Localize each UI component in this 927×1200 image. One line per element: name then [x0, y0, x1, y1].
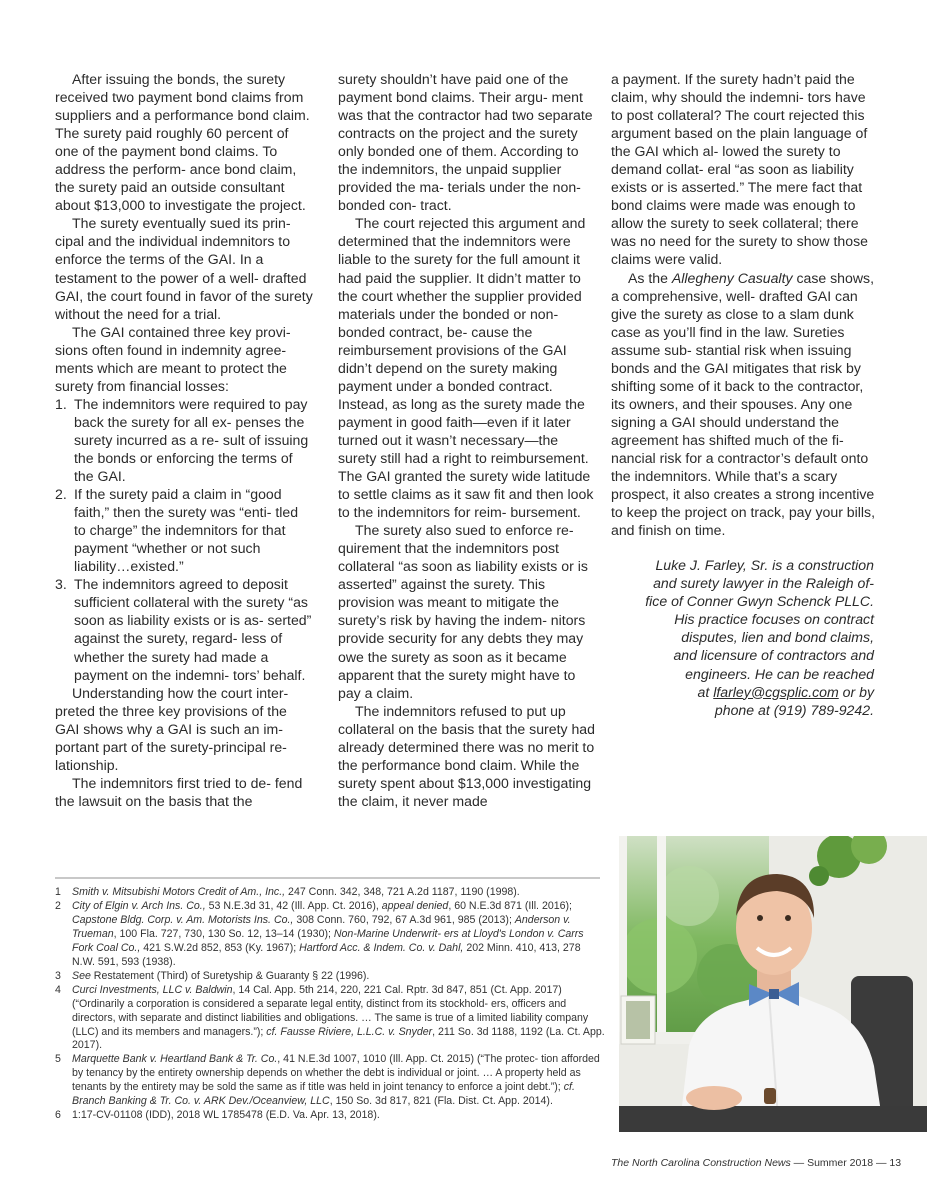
list-number: 1.: [55, 395, 67, 412]
citation-italic: City of Elgin v. Arch Ins. Co.,: [72, 899, 206, 912]
text-run: or by: [838, 683, 874, 700]
footnote: [55, 900, 605, 970]
footnote-number: 5: [55, 1053, 61, 1066]
footnote-text: [72, 900, 584, 968]
list-number: 3.: [55, 576, 67, 593]
paragraph: The GAI contained three key provi- sions often found in indemnity agree- ments which are meant to protect the surety from financial losses:: [55, 323, 291, 394]
portrait-illustration: [619, 836, 927, 1132]
list-text: The indemnitors were required to pay back the surety for all ex- penses the surety incurred as a re- sult of issuing the bonds or enforcing the terms of the GAI.: [74, 395, 309, 485]
citation-italic: See: [72, 969, 91, 982]
paragraph: a payment. If the surety hadn’t paid the claim, why should the indemni- tors have to post collateral? The court rejected this argument based on the plain language of the GAI which al- lowed the surety to demand collat- eral “as soon as liability exists or is asserted.” The mere fact that bond claims were made was enough to allow the surety to seek collateral; there was no need for the surety to show those claims were valid.: [611, 71, 868, 268]
citation-italic: Curci Investments, LLC v. Baldwin: [72, 983, 233, 996]
citation-text: 53 N.E.3d 31, 42 (Ill. App. Ct. 2016),: [205, 899, 382, 912]
citation-text: , 60 N.E.3d 871 (Ill. 2016);: [448, 899, 572, 912]
footnote-text: [72, 886, 520, 898]
footnote: [55, 886, 605, 900]
list-item: [55, 575, 313, 683]
publication-name: The North Carolina Construction News: [611, 1157, 791, 1169]
text-run: case shows, a comprehensive, well- drafted GAI can give the surety as close to a slam dunk case as you’ll find in the law. Sureties assume sub- stantial risk when issuing bonds and the GAI mitigates that risk by shifting some of it back to the contractor, its owners, and their spouses. Any one signing a GAI should understand the agreement has shifted much of the fi- nancial risk for a contractor’s default onto the indemnitors. While that’s a scary prospect, it also creates a strong incentive to keep the project on track, pay your bills, and finish on time.: [611, 269, 876, 539]
citation-text: , 41 N.E.3d 1007, 1010 (Ill. App. Ct. 2015) (“The protec- tion afforded by tenancy by the entirety ownership depends on whether the debt is individual or joint. … A property held as tenants by the entirety may be sold the same as if title was held in joint tenancy to enforce a joint debt.”);: [72, 1053, 600, 1094]
citation-italic: cf. Fausse Riviere, L.L.C. v. Snyder: [266, 1025, 433, 1038]
footnote-number: 6: [55, 1109, 61, 1122]
citation-italic: Non-Marine Underwrit- ers at Lloyd's London v. Carrs Fork Coal Co.,: [72, 927, 584, 954]
paragraph: The surety also sued to enforce re- quirement that the indemnitors post collateral “as soon as liability exists or is asserted” against the surety. This provision was meant to mitigate the surety’s risk by having the indem- nitors provide security for any debts they may owe the surety as soon as it became apparent that the surety might have to pay a claim.: [338, 522, 588, 701]
paragraph: The indemnitors refused to put up collateral on the basis that the surety had already determined there was no merit to the performance bond claim. While the surety spent about $13,000 investigating the claim, it never made: [338, 702, 595, 809]
footnote: [55, 1053, 605, 1109]
citation-italic: cf. Branch Banking & Tr. Co. v. ARK Dev./Oceanview, LLC: [72, 1081, 575, 1108]
citation-text: 308 Conn. 760, 792, 67 A.3d 961, 985 (2013);: [293, 913, 515, 926]
page-number: 13: [889, 1157, 902, 1169]
list-number: 2.: [55, 486, 67, 503]
footnotes: [55, 886, 605, 1123]
citation-italic: Smith v. Mitsubishi Motors Credit of Am., Inc.,: [72, 886, 286, 898]
paragraph: [611, 269, 876, 540]
footnote-divider: [55, 877, 600, 879]
bio-line: His practice focuses on contract: [674, 611, 874, 628]
footnote-number: 1: [55, 886, 61, 898]
case-name: Allegheny Casualty: [671, 269, 793, 286]
citation-text: 247 Conn. 342, 348, 721 A.2d 1187, 1190 (1998).: [285, 886, 520, 898]
footnote-text: [72, 970, 369, 982]
citation-italic: Capstone Bldg. Corp. v. Am. Motorists Ins. Co.,: [72, 913, 294, 926]
citation-text: 202 Minn. 410, 413, 278 N.W. 591, 593 (1938).: [72, 941, 581, 968]
citation-italic: appeal denied: [381, 899, 449, 912]
footnote-text: [72, 1109, 380, 1121]
author-email-link[interactable]: lfarley@cgsplic.com: [713, 683, 839, 700]
bio-line: and licensure of contractors and: [673, 647, 874, 664]
bio-line: and surety lawyer in the Raleigh of-: [653, 575, 874, 592]
citation-italic: Marquette Bank v. Heartland Bank & Tr. Co.: [72, 1053, 278, 1066]
issue-info: — Summer 2018 —: [790, 1157, 890, 1169]
citation-text: 1:17-CV-01108 (IDD), 2018 WL 1785478 (E.D. Va. Apr. 13, 2018).: [72, 1109, 380, 1122]
paragraph: After issuing the bonds, the surety received two payment bond claims from suppliers and a performance bond claim. The surety paid roughly 60 percent of one of the payment bond claims. To address the perform- ance bond claim, the surety paid an outside consultant about $13,000 to investigate the project.: [55, 71, 310, 214]
paragraph: surety shouldn’t have paid one of the payment bond claims. Their argu- ment was that the contractor had two separate contracts on the project and the surety only bonded one of them. According to the indemnitors, the unpaid supplier provided the ma- terials under the non-bonded con- tract.: [338, 71, 593, 214]
citation-text: 421 S.W.2d 852, 853 (Ky. 1967);: [140, 941, 300, 954]
citation-text: Restatement (Third) of Suretyship & Guaranty § 22 (1996).: [90, 969, 370, 982]
footnote: [55, 970, 605, 984]
citation-text: , 211 So. 3d 1188, 1192 (La. Ct. App. 2017).: [72, 1025, 605, 1052]
page-footer: [611, 1157, 901, 1169]
bio-line: Luke J. Farley, Sr. is a construction: [655, 557, 874, 574]
article-column-2: [338, 70, 596, 810]
bio-line: disputes, lien and bond claims,: [681, 629, 874, 646]
paragraph: The court rejected this argument and determined that the indemnitors were liable to the surety for the full amount it had paid the supplier. It didn’t matter to the court whether the supplier provided materials under the bonded or non-bonded contract, be- cause the reimbursement provisions of the GAI didn’t depend on the surety making payment under a bonded contract. Instead, as long as the surety made the payment in good faith—even if it later turned out it wasn’t necessary—the surety still had a right to reimbursement. The GAI granted the surety wide latitude to settle claims as it saw fit and then look to the indemnitors for reim- bursement.: [338, 215, 594, 521]
paragraph: The surety eventually sued its prin- cipal and the individual indemnitors to enforce the terms of the GAI. In a testament to the power of a well- drafted GAI, the court found in favor of the surety without the need for a trial.: [55, 215, 313, 322]
author-bio: [611, 556, 876, 718]
bio-line: phone at (919) 789-9242.: [714, 701, 874, 718]
citation-text: , 100 Fla. 727, 730, 130 So. 12, 13–14 (1930);: [113, 927, 334, 940]
paragraph: The indemnitors first tried to de- fend the lawsuit on the basis that the: [55, 774, 303, 809]
list-text: If the surety paid a claim in “good faith,” then the surety was “enti- tled to charge” the indemnitors for that payment “whether or not such liability…existed.”: [74, 486, 299, 575]
citation-text: , 14 Cal. App. 5th 214, 220, 221 Cal. Rptr. 3d 847, 851 (Ct. App. 2017) (“Ordinarily a corporation is considered a separate legal entity, distinct from its stockhold- ers, officers and directors, with separate and distinct liabilities and obligations. … The same is true of a limited liability company (LLC) and its members and managers.”);: [72, 983, 589, 1038]
list-item: [55, 395, 313, 485]
provisions-list: [55, 395, 313, 684]
footnote: [55, 1109, 605, 1123]
footnote-number: 4: [55, 983, 61, 996]
bio-line: [611, 683, 874, 701]
text-run: at: [697, 683, 714, 700]
bio-line: fice of Conner Gwyn Schenck PLLC.: [645, 593, 874, 610]
footnote: [55, 984, 605, 1054]
author-photo: [619, 836, 927, 1132]
footnote-number: 2: [55, 899, 61, 912]
citation-text: , 150 So. 3d 817, 821 (Fla. Dist. Ct. App. 2014).: [329, 1095, 553, 1108]
list-text: The indemnitors agreed to deposit sufficient collateral with the surety “as soon as liability exists or is as- serted” against the surety, regard- less of whether the surety had made a payment on the indemni- tors’ behalf.: [74, 576, 312, 683]
footnote-text: [72, 984, 605, 1052]
list-item: [55, 485, 313, 575]
citation-italic: Anderson v. Trueman: [72, 913, 571, 940]
article-column-1: [55, 70, 313, 810]
footnote-text: [72, 1053, 600, 1107]
article-column-3: [611, 70, 876, 719]
paragraph: Understanding how the court inter- preted the three key provisions of the GAI shows why a GAI is such an im- portant part of the surety-principal re- lationship.: [55, 684, 289, 773]
footnote-number: 3: [55, 969, 61, 982]
citation-italic: Hartford Acc. & Indem. Co. v. Dahl,: [299, 941, 464, 954]
text-run: As the: [628, 269, 672, 286]
bio-line: engineers. He can be reached: [685, 665, 874, 682]
